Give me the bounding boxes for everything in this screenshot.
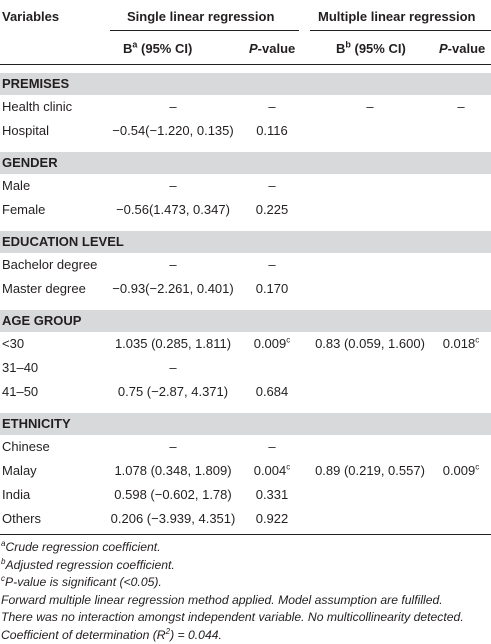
group-header: ETHNICITY bbox=[0, 413, 491, 435]
group-header: AGE GROUP bbox=[0, 310, 491, 332]
variable-cell: Others bbox=[2, 511, 41, 526]
single-p-cell: – bbox=[247, 178, 297, 193]
single-p-cell: 0.009$^c$ bbox=[247, 336, 297, 351]
footnotes bbox=[0, 539, 491, 644]
table-row bbox=[0, 380, 491, 404]
footnote-coefficient: Coefficient of determination $(R^2) = 0.044$. bbox=[0, 627, 491, 644]
single-p-cell: 0.684 bbox=[247, 384, 297, 399]
single-p-cell: 0.170 bbox=[247, 281, 297, 296]
group-header: EDUCATION LEVEL bbox=[0, 231, 491, 253]
multiple-p-cell: 0.018$^c$ bbox=[432, 336, 490, 351]
footnote-c: $^c$P-value is significant (<0.05). bbox=[0, 574, 491, 592]
variable-cell: India bbox=[2, 487, 30, 502]
table-row bbox=[0, 332, 491, 356]
single-p-cell: 0.922 bbox=[247, 511, 297, 526]
single-p-cell: – bbox=[247, 257, 297, 272]
single-b-cell: – bbox=[105, 257, 241, 272]
group-header: PREMISES bbox=[0, 73, 491, 95]
single-b-cell: – bbox=[105, 360, 241, 375]
variable-cell: <30 bbox=[2, 336, 24, 351]
single-b-cell: – bbox=[105, 178, 241, 193]
single-b-cell: −0.93(−2.261, 0.401) bbox=[105, 281, 241, 296]
single-b-cell: 0.206 (−3.939, 4.351) bbox=[105, 511, 241, 526]
header-row-1 bbox=[0, 0, 491, 30]
multiple-regression-header: Multiple linear regression bbox=[318, 9, 476, 24]
single-p-cell: 0.225 bbox=[247, 202, 297, 217]
single-b-cell: 1.035 (0.285, 1.811) bbox=[105, 336, 241, 351]
p2-header: P-value bbox=[439, 41, 485, 56]
variables-header: Variables bbox=[2, 9, 59, 24]
footnote-method-2: There was no interaction amongst independent variable. No multicollinearity detected. bbox=[0, 609, 491, 627]
variable-cell: Female bbox=[2, 202, 45, 217]
variable-cell: 31–40 bbox=[2, 360, 38, 375]
single-p-cell: 0.331 bbox=[247, 487, 297, 502]
table-row bbox=[0, 483, 491, 507]
group-header: GENDER bbox=[0, 152, 491, 174]
multiple-b-cell: 0.89 (0.219, 0.557) bbox=[315, 463, 425, 478]
table-row bbox=[0, 277, 491, 301]
footnote-b: $^b$Adjusted regression coefficient. bbox=[0, 557, 491, 575]
multiple-b-cell: 0.83 (0.059, 1.600) bbox=[315, 336, 425, 351]
multiple-p-cell: – bbox=[432, 99, 490, 114]
b1-header: $B^a$ (95% CI) bbox=[123, 41, 192, 56]
single-p-cell: – bbox=[247, 439, 297, 454]
variable-cell: Malay bbox=[2, 463, 37, 478]
table-row bbox=[0, 119, 491, 143]
table-row bbox=[0, 507, 491, 531]
table-row bbox=[0, 174, 491, 198]
variable-cell: Bachelor degree bbox=[2, 257, 97, 272]
table-row bbox=[0, 253, 491, 277]
variable-cell: Male bbox=[2, 178, 30, 193]
single-p-cell: 0.116 bbox=[247, 123, 297, 138]
single-b-cell: – bbox=[105, 99, 241, 114]
variable-cell: Health clinic bbox=[2, 99, 72, 114]
single-regression-header: Single linear regression bbox=[127, 9, 274, 24]
footnote-method-1: Forward multiple linear regression method applied. Model assumption are fulfilled. bbox=[0, 592, 491, 610]
table-row bbox=[0, 435, 491, 459]
single-b-cell: −0.56(1.473, 0.347) bbox=[105, 202, 241, 217]
bottom-rule bbox=[0, 534, 491, 535]
table-row bbox=[0, 95, 491, 119]
table-row bbox=[0, 459, 491, 483]
variable-cell: 41–50 bbox=[2, 384, 38, 399]
single-p-cell: – bbox=[247, 99, 297, 114]
variable-cell: Hospital bbox=[2, 123, 49, 138]
single-p-cell: 0.004$^c$ bbox=[247, 463, 297, 478]
header-row-2 bbox=[0, 30, 491, 64]
table-row bbox=[0, 356, 491, 380]
p1-header: P-value bbox=[249, 41, 295, 56]
table-row bbox=[0, 198, 491, 222]
single-b-cell: −0.54(−1.220, 0.135) bbox=[105, 123, 241, 138]
footnote-a: $^a$Crude regression coefficient. bbox=[0, 539, 491, 557]
b2-header: $B^b$ (95% CI) bbox=[336, 41, 406, 56]
variable-cell: Master degree bbox=[2, 281, 86, 296]
single-b-cell: – bbox=[105, 439, 241, 454]
variable-cell: Chinese bbox=[2, 439, 50, 454]
single-b-cell: 1.078 (0.348, 1.809) bbox=[105, 463, 241, 478]
header-rule bbox=[0, 64, 491, 65]
multiple-p-cell: 0.009$^c$ bbox=[432, 463, 490, 478]
table-body bbox=[0, 73, 491, 531]
single-b-cell: 0.75 (−2.87, 4.371) bbox=[105, 384, 241, 399]
single-b-cell: 0.598 (−0.602, 1.78) bbox=[105, 487, 241, 502]
multiple-b-cell: – bbox=[315, 99, 425, 114]
